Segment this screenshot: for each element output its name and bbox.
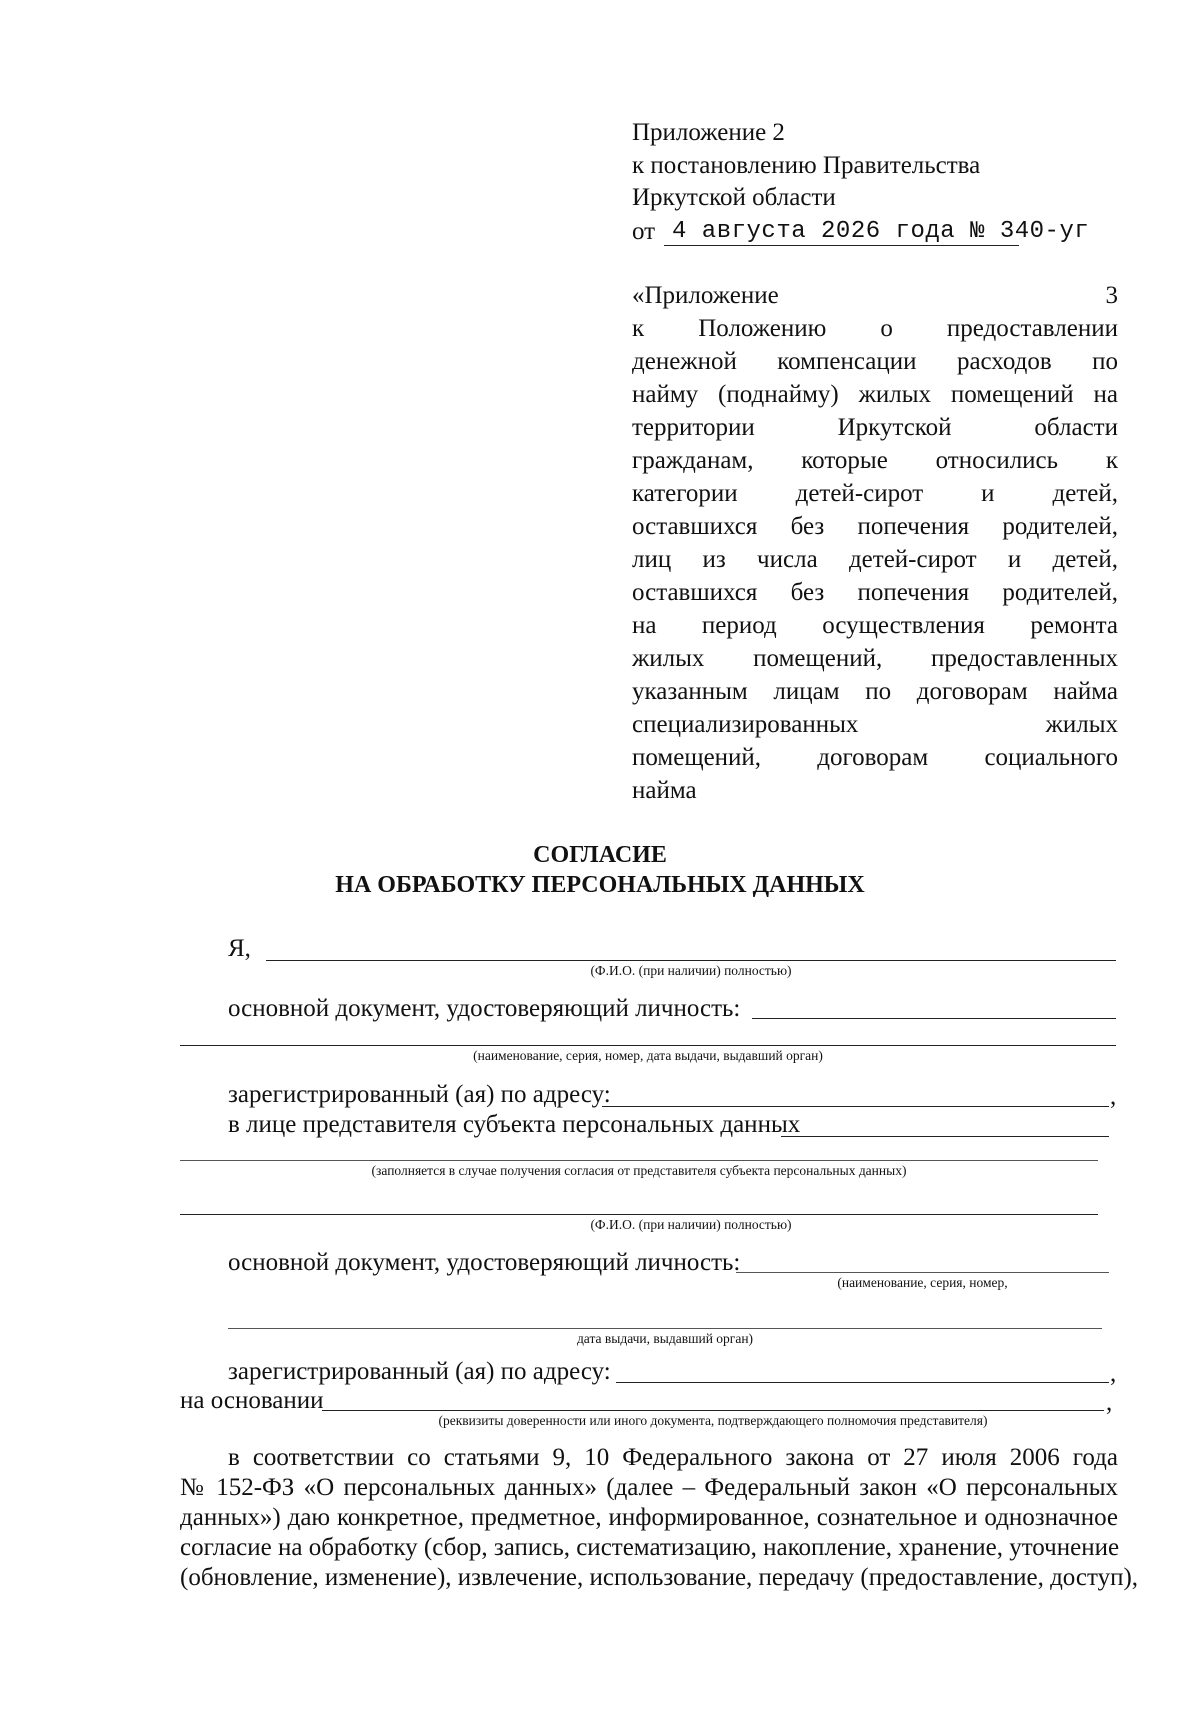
identity-document-line-2 <box>180 1045 1116 1046</box>
body-line: (обновление, изменение), извлечение, использование, передачу (предоставление, доступ), <box>180 1564 1139 1591</box>
annex-line: оставшихся без попечения родителей, <box>632 513 1118 540</box>
basis-comma: , <box>1106 1389 1113 1416</box>
annex-line: жилых помещений, предоставленных <box>632 645 1118 672</box>
annex-line: указанным лицам по договорам найма <box>632 678 1118 705</box>
document-subtitle: НА ОБРАБОТКУ ПЕРСОНАЛЬНЫХ ДАННЫХ <box>335 872 865 898</box>
annex-line: найму (поднайму) жилых помещений на <box>632 381 1118 408</box>
label-basis: на основании <box>180 1387 324 1414</box>
fio-field-line <box>266 960 1116 961</box>
annex-line: найма <box>632 777 697 804</box>
address-comma: , <box>1110 1083 1117 1110</box>
label-identity-document-2: основной документ, удостоверяющий личность: <box>228 1249 741 1276</box>
annex-line: денежной компенсации расходов по <box>632 348 1118 375</box>
address-2-line <box>616 1382 1109 1383</box>
caption-representative-fio: (Ф.И.О. (при наличии) полностью) <box>590 1217 792 1232</box>
identity-document-line <box>752 1018 1116 1019</box>
header-region: Иркутской области <box>632 184 836 211</box>
representative-fio-line <box>180 1214 1098 1215</box>
address-2-comma: , <box>1110 1360 1117 1387</box>
header-date-prefix: от <box>632 218 656 245</box>
identity-document-2-line <box>736 1272 1109 1273</box>
annex-line: помещений, договорам социального <box>632 744 1118 771</box>
annex-line: оставшихся без попечения родителей, <box>632 579 1118 606</box>
annex-line: к Положению о предоставлении <box>632 315 1118 342</box>
label-identity-document: основной документ, удостоверяющий личность: <box>228 995 741 1022</box>
label-registered-address: зарегистрированный (ая) по адресу: <box>228 1081 611 1108</box>
header-resolution: к постановлению Правительства <box>632 152 981 179</box>
annex-line: «Приложение 3 <box>632 282 1118 309</box>
identity-document-2-line-2 <box>228 1328 1102 1329</box>
document-title: СОГЛАСИЕ <box>533 842 667 868</box>
address-line <box>602 1106 1109 1107</box>
representative-line-2 <box>180 1160 1098 1161</box>
label-representative: в лице представителя субъекта персональных данных <box>228 1111 801 1138</box>
basis-line <box>322 1410 1104 1411</box>
caption-identity-document-2a: (наименование, серия, номер, <box>837 1275 1008 1290</box>
body-line: в соответствии со статьями 9, 10 Федерального закона от 27 июля 2006 года <box>228 1444 1118 1471</box>
header-annex-number: Приложение 2 <box>632 119 785 146</box>
caption-identity-document: (наименование, серия, номер, дата выдачи, выдавший орган) <box>473 1048 823 1063</box>
caption-fio: (Ф.И.О. (при наличии) полностью) <box>590 963 792 978</box>
body-line: № 152-ФЗ «О персональных данных» (далее – Федеральный закон «О персональных <box>180 1474 1118 1501</box>
annex-line: лиц из числа детей-сирот и детей, <box>632 546 1118 573</box>
label-ya: Я, <box>228 935 251 962</box>
header-date-value: 4 августа 2026 года № 340-уг <box>672 218 1090 245</box>
header-date-underline <box>664 245 1019 246</box>
representative-line <box>781 1136 1109 1137</box>
body-line: данных») даю конкретное, предметное, информированное, сознательное и однозначное <box>180 1504 1118 1531</box>
caption-identity-document-2b: дата выдачи, выдавший орган) <box>576 1331 754 1346</box>
body-line: согласие на обработку (сбор, запись, систематизацию, накопление, хранение, уточнение <box>180 1534 1120 1561</box>
annex-line: специализированных жилых <box>632 711 1118 738</box>
annex-line: территории Иркутской области <box>632 414 1118 441</box>
caption-basis: (реквизиты доверенности или иного документа, подтверждающего полномочия представителя) <box>438 1413 988 1428</box>
annex-line: гражданам, которые относились к <box>632 447 1118 474</box>
annex-line: на период осуществления ремонта <box>632 612 1118 639</box>
label-registered-address-2: зарегистрированный (ая) по адресу: <box>228 1358 611 1385</box>
annex-line: категории детей-сирот и детей, <box>632 480 1118 507</box>
caption-representative: (заполняется в случае получения согласия от представителя субъекта персональных данных) <box>371 1163 907 1178</box>
